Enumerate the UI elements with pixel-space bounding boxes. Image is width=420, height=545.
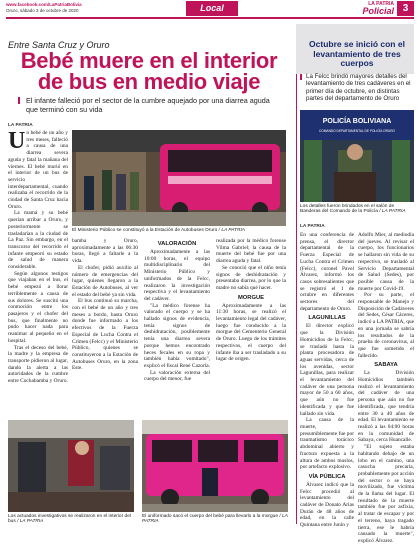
- header-rule: [6, 17, 414, 19]
- header-meta: [6, 2, 82, 13]
- podium-sign-2: COMANDO DEPARTAMENTAL DE POLICÍA ORURO: [319, 129, 395, 133]
- paragraph: Por su parte, el responsable de Manejo y Disposición de Cadáveres del Sedes, César Cáceres, indicó a LA PATRIA, que en una jornada se sabría los resultados de la prueba de coronavirus, al que fue sometido el fallecido.: [358, 292, 414, 359]
- paragraph: Álvarez indicó que la Felcc procedió al levantamiento del cadáver de Donato Arias Durán de 48 años de edad, en la calle Quintana entre Junín y: [300, 481, 354, 529]
- paragraph: El bus continuó su marcha, con el bebé de un año y tres meses a bordo, hasta Oruro donde fue informado a los efectivos de la Fuerza Especial de Lucha Contra el Crimen (Felcc) y el Ministerio Público, quienes se constituyeron a la Estación de Autobuses Oruro, en la zona Este.: [72, 298, 138, 372]
- press-conference-image: [300, 110, 414, 202]
- subhead-morgue: MORGUE: [237, 294, 265, 301]
- story-source: LA PATRIA: [8, 123, 33, 128]
- paragraph: Tras el deceso del bebé, la madre y la empresa de transporte pidieron al lugar, dando la alerta a las autoridades de la cumbre entre Cochabamba y Oruro.: [8, 344, 68, 385]
- sidebar-divider: [296, 24, 297, 524]
- subhead-lagunillas: LAGUNILLAS: [308, 315, 346, 322]
- newspaper-brand: [328, 1, 394, 16]
- story-headline: Bebé muere en el interior de bus en medio viaje: [20, 48, 278, 94]
- section-label: Local: [186, 1, 238, 16]
- subhead-via-publica: VÍA PÚBLICA: [308, 473, 346, 480]
- police-press-photo: [300, 110, 414, 202]
- story-column-2: [72, 238, 138, 372]
- caption-text: El uniformado sacó el cuerpo del bebé para llevarlo a la morgue: [142, 514, 278, 519]
- paragraph: "El sujeto estaba habitando debajo de un lobo en el camino, una casucha precaria, probablemente por acción del sector o se haya movilizado, fue víctima de la llama del lugar. El resultado de la muerte también fue por asfixia, al tratar de escapar y por el terreno, haya tragado tierra, ese le habría causado la muerte", explicó Álvarez.: [358, 444, 414, 544]
- bus-exterior-image: [72, 130, 286, 226]
- paragraph: El director explicó que la División Homicidios de la Felcc, se trasladó hasta la planta procesadora de aguas servidas, cerca de los avenidas, sector Lagunillas, para realizar el levantamiento del cadáver de una persona mayor de 50 a 60 años, que aún no fue identificada y que fue hallado sin vida.: [300, 323, 354, 417]
- subhead-sabaya: SABAYA: [374, 362, 398, 369]
- story-column-1: [8, 130, 68, 385]
- paragraph: En una conferencia de prensa, el director departamental de la Fuerza Especial de Lucha Contra el Crimen (Felcc), coronel Pavel Álvarez, informó los casos sobresalientes que se registró el 1 de octubre en diferentes sectores del departamento de Oruro.: [300, 232, 354, 312]
- paragraph: Adolfo Mier, al mediodía del jueves. Al revisar el cuerpo, los funcionarios se hallaron sin vida de su respectivo, se trasladó al Servicio Departamental de Salud (Sedes), por posible causa de la muerte por Covid-19.: [358, 232, 414, 292]
- caption-text: Los detalles fueron brindados en el salón de Banderas del Comando de la Policía: [300, 204, 395, 215]
- photo-caption: [300, 204, 414, 215]
- dateline: Oruro, sábado 3 de octubre de 2020: [6, 7, 79, 13]
- sidebar-headline: Octubre se inició con el levantamiento de tres cuerpos: [309, 39, 405, 68]
- pink-bus-image: [142, 420, 288, 512]
- page-number: 3: [397, 1, 414, 16]
- story-kicker: Entre Santa Cruz y Oruro: [8, 40, 110, 50]
- page-header: [0, 0, 420, 20]
- paragraph: La mamá y su bebé querían arribar a Oruro, y posteriormente se trasladarían a la ciudad de La Paz. Sin embargo, en el transcurso del recorrido el infante empeoró su estado de salud de manera considerable.: [8, 210, 68, 271]
- brand-section: Policial: [362, 6, 394, 16]
- sidebar-column-1: [300, 232, 354, 529]
- bus-interior-photo: [8, 420, 134, 512]
- photo-credit: / LA PATRIA: [142, 514, 288, 525]
- paragraph: bamba y Oruro, aproximadamente a las 06:30 horas, llegó a faltarle a la vida.: [72, 238, 138, 265]
- bus-interior-image: [8, 420, 134, 512]
- paragraph: La División Homicidios también realizó el levantamiento del cadáver de una persona que aún no fue identificada, que tendría entre 30 a 40 años de edad. El levantamiento se realizó a las 04:00 horas en la comunidad de Sabaya, cerca Huancalle.: [358, 370, 414, 444]
- photo-caption: [8, 514, 136, 525]
- deck-bar: [300, 74, 302, 80]
- website-link[interactable]: www.facebook.com/LaPatriaBolivia: [6, 2, 82, 7]
- podium-sign-1: POLICÍA BOLIVIANA: [322, 118, 392, 125]
- sidebar-deck: [300, 73, 412, 102]
- paragraph: "La médico forense ha valorado el cuerpo y se ha hallado signos de evidencia, tenía signos de deshidratación, posiblemente tenía una diarrea severa porque hemos encontrado heces fecales en su ropa y también había vomitado", explicó el fiscal René Cazorla.: [144, 302, 211, 369]
- pink-bus-photo: [142, 420, 288, 512]
- sidebar-source: LA PATRIA: [300, 224, 325, 229]
- story-deck-text: El infante falleció por el sector de la cumbre aquejado por una diarrea aguda que terminó con su vida: [26, 96, 270, 114]
- paragraph: [8, 130, 68, 210]
- paragraph: La valoración externa del cuerpo del menor, fue: [144, 369, 210, 383]
- story-column-4: [216, 238, 286, 363]
- paragraph: Según algunos testigos que viajaban en el bus, el bebé empezó a llorar terriblemente a causa de sus dolores. Se suscitó una conmoción entre los pasajeros y el chofer del bus, que finalmente no pudo hacer nada para reanimar al pequeño en el hospital.: [8, 270, 68, 344]
- deck-bar: [18, 97, 20, 104]
- story-column-3: [144, 238, 210, 383]
- photo-caption: [142, 514, 292, 525]
- photo-credit: / LA PATRIA: [218, 228, 245, 233]
- paragraph: La causa de la muerte, presumiblemente fue por traumatismo torácico abdominal abierto y fractura expuesta a la altura de ambos muslos, por artefacto explosivo.: [300, 417, 354, 471]
- caption-text: El Ministerio Público se constituyó a la Estación de Autobuses Oruro: [72, 228, 218, 233]
- sidebar-deck-text: La Felcc brindó mayores detalles del levantamiento de tres cadáveres en el primer día de octubre, en distintas partes del departamento de Oruro: [306, 73, 411, 102]
- paragraph: El chofer, pidió auxilio al número de emergencias del lugar, quienes llegaron a la Estación de Autobuses, al ver el estado del bebé ya sin vida.: [72, 264, 138, 298]
- sidebar-column-2: [358, 232, 414, 545]
- paragraph-text: n bebé de un año y tres meses, falleció a causa de una diarrea severa aguda y fatal la mañana del viernes. El bebé murió en el interior de un bus de servicio interdepartamental, cuando realizaba el recorrido de la ciudad de Santa Cruz hacia Oruro.: [8, 130, 68, 210]
- story-deck: [18, 96, 278, 114]
- subhead-valoracion: VALORACIÓN: [157, 241, 197, 247]
- paragraph: realizada por la médico forense Vilma Gabriel; la causa de la muerte del bebé fue por una diarrea aguda y fatal.: [216, 238, 286, 265]
- photo-caption: [72, 228, 286, 233]
- brand-name: LA PATRIA: [368, 1, 394, 7]
- paragraph: Se conoció que el niño tenía signos de deshidratación y presentaba diarrea, por lo que la madre no sabía qué hacer.: [216, 264, 286, 291]
- photo-credit: / LA PATRIA: [17, 519, 44, 525]
- photo-credit: / LA PATRIA: [379, 209, 406, 215]
- paragraph: Aproximadamente a las 10:00 horas, el equipo multidisciplinario del Ministerio Público y uniformados de la Felcc, realizaron la investigación respectiva y el levantamiento del cadáver.: [144, 249, 210, 302]
- caption-text: Los actuados investigativos se realizaron en el interior del bus: [8, 514, 131, 525]
- paragraph: Aproximadamente a las 11:30 horas, se realizó el levantamiento legal del cadáver, luego fue conducido a la morgue del Cementerio General de Oruro. Luego de los trámites respectivos, el cuerpo del infante iba a ser trasladado a su lugar de origen.: [216, 302, 286, 363]
- bus-exterior-photo: [72, 130, 286, 226]
- drop-cap: U: [8, 128, 26, 154]
